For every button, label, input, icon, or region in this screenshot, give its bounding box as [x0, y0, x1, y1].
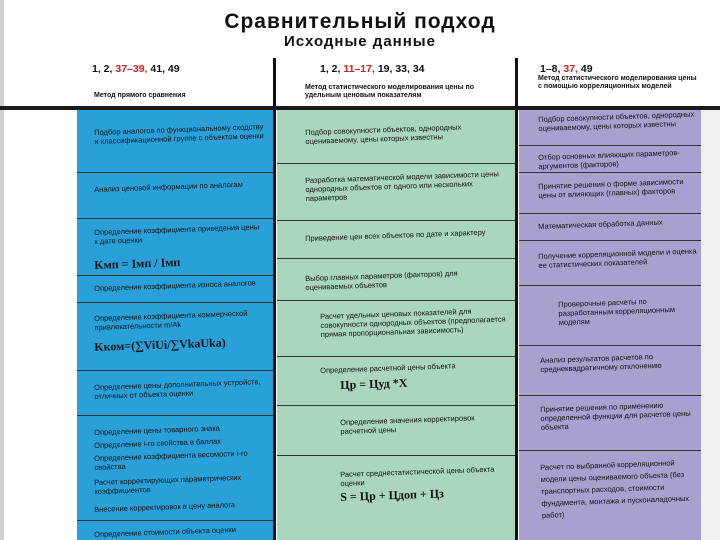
- step-correlation-model: Получение корреляционной модели и оценка ее статистических показателей: [538, 246, 697, 270]
- separator: [77, 218, 273, 219]
- formula-cr: Цр = Цуд *X: [340, 375, 408, 392]
- ref-highlight: 11–17,: [343, 63, 378, 75]
- step-select-set-corr: Подбор совокупности объектов, однородных оцениваемому, цены которых известны: [538, 109, 695, 133]
- separator: [77, 302, 273, 303]
- step-object-value: Определение стоимости объекта оценки: [94, 525, 237, 539]
- step-price-normalization: Приведение цен всех объектов по дате и характеру: [305, 227, 486, 243]
- separator: [277, 258, 515, 259]
- ref-text: 1–8,: [540, 63, 564, 75]
- separator: [519, 345, 701, 346]
- separator: [519, 145, 701, 146]
- step-parametric-coefficients: Расчет корректирующих параметрических коэффициентов: [94, 472, 242, 496]
- step-dependency-form: Принятие решения о форме зависимости цены от влияющих (главных) факторов: [538, 176, 684, 200]
- separator: [77, 415, 273, 416]
- slide-title: Сравнительный подход: [224, 10, 496, 33]
- step-commercial-coefficient: Определение коэффициента коммерческой привлекательности m/Ak: [94, 308, 248, 332]
- separator: [519, 450, 701, 451]
- slide-subtitle: Исходные данные: [284, 33, 436, 50]
- step-verification: Проверочные расчеты по разработанным корреляционным моделям: [558, 296, 676, 327]
- separator: [519, 213, 701, 214]
- step-adjust-analog-price: Внесение корректировок в цену аналога: [94, 500, 236, 514]
- references-col-2: [320, 63, 425, 75]
- formula-kkom: Kком=(∑ViUi/∑VkaUka): [94, 335, 226, 354]
- ref-text: 41, 49: [150, 63, 180, 75]
- step-select-analogs: Подбор аналогов по функциональному сходству и классификационной группе с объектом оценки: [94, 122, 264, 146]
- step-weight-coefficient: Определение коэффициента весомости i-го свойства: [94, 448, 248, 472]
- step-math-model: Разработка математической модели зависимости цены однородных объектов от одного или нескольких параметров: [305, 169, 499, 203]
- separator: [277, 356, 515, 357]
- left-edge-strip: [0, 0, 4, 540]
- separator: [77, 520, 273, 521]
- separator: [77, 275, 273, 276]
- step-select-set: Подбор совокупности объектов, однородных оцениваемому, цены которых известны: [305, 122, 462, 146]
- separator: [277, 455, 515, 456]
- step-property-points: Определение i-го свойства в баллах: [94, 436, 222, 450]
- step-trademark: Определение цены товарного знака: [94, 423, 221, 437]
- separator: [519, 172, 701, 173]
- ref-text: 1, 2,: [92, 63, 116, 75]
- separator: [77, 370, 273, 371]
- ref-highlight: 37–39,: [115, 63, 151, 75]
- separator: [77, 172, 273, 173]
- step-extra-devices: Определение цены дополнительных устройств, отличных от объекта оценки: [94, 377, 261, 401]
- column-divider-2: [515, 58, 518, 540]
- separator: [519, 285, 701, 286]
- step-estimated-price: Определение расчетной цены объекта: [320, 361, 456, 375]
- step-deviation-analysis: Анализ результатов расчетов по среднеквадратичному отклонению: [540, 352, 662, 374]
- separator: [277, 220, 515, 221]
- step-adjustments: Определение значения корректировок расчетной цены: [340, 413, 475, 436]
- step-final-calculation: Расчет по выбранной корреляционной модели цены оцениваемого объекта (без транспортных расходов, стоимости фундамента, монтажа и пусконаладочных работ): [540, 458, 690, 520]
- method-heading-correlation: Метод статистического моделирования цены с помощью корреляционных моделей: [538, 75, 697, 90]
- step-average-price: Расчет среднестатистической цены объекта оценки: [340, 464, 495, 488]
- ref-text: 49: [580, 63, 593, 75]
- ref-text: 19, 33, 34: [377, 63, 425, 75]
- step-select-factors: Отбор основных влияющих параметров-аргументов (факторов): [538, 148, 680, 171]
- right-margin: [701, 110, 720, 540]
- step-wear-coefficient: Определение коэффициента износа аналогов: [94, 278, 256, 293]
- separator: [519, 240, 701, 241]
- formula-s: S = Цр + Цдоп + Цз: [340, 486, 445, 504]
- method-heading-direct: Метод прямого сравнения: [94, 92, 186, 99]
- separator: [277, 405, 515, 406]
- column-divider-1: [273, 58, 276, 540]
- step-unit-price-indicators: Расчет удельных ценовых показателей для совокупности однородных объектов (предполагается прямая пропорциональная зависимость): [320, 306, 506, 339]
- step-main-parameters: Выбор главных параметров (факторов) для оцениваемых объектов: [305, 268, 458, 292]
- references-col-1: [92, 63, 180, 75]
- separator: [277, 300, 515, 301]
- step-math-processing: Математическая обработка данных: [538, 217, 663, 231]
- method-heading-unit-price: Метод статистического моделирования цены по удельным ценовым показателям: [305, 84, 475, 99]
- step-price-analysis: Анализ ценовой информации по аналогам: [94, 179, 243, 194]
- ref-highlight: 37,: [563, 63, 581, 75]
- separator: [277, 163, 515, 164]
- references-col-3: [540, 63, 593, 75]
- step-function-decision: Принятие решения по применению определенной функции для расчетов цены объекта: [540, 400, 691, 432]
- ref-text: 1, 2,: [320, 63, 344, 75]
- formula-kmp: Kмп = Iмп / Iмп: [94, 254, 181, 272]
- step-date-coefficient: Определение коэффициента приведения цены к дате оценки: [94, 222, 260, 246]
- separator: [519, 395, 701, 396]
